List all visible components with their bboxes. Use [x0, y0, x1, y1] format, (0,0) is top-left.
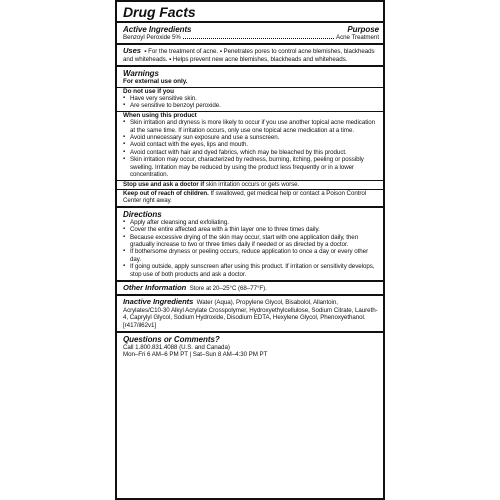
active-ingredients-section [117, 23, 383, 45]
uses-item-1: For the treatment of acne. [148, 48, 219, 56]
warnings-section [117, 67, 383, 208]
when-using-block [117, 112, 383, 181]
warnings-heading: Warnings [123, 69, 159, 79]
directions-list [123, 219, 379, 278]
list-item: ▪ Skin irritation and dryness is more likely to occur if you use another topical acne medication at the same time. If irritation occurs, only use one topical acne medication at a time. [123, 119, 379, 134]
keep-out-block [123, 190, 379, 205]
inactive-ingredients-section [117, 296, 383, 333]
uses-section [117, 45, 383, 67]
other-information-section [117, 282, 383, 296]
questions-section [117, 333, 383, 361]
list-item: ▪ Have very sensitive skin. [123, 95, 379, 102]
drug-facts-title: Drug Facts [117, 2, 383, 23]
uses-heading: Uses [123, 46, 141, 56]
hours-line: Mon–Fri 6 AM–6 PM PT | Sat–Sun 8 AM–4:30 PM PT [123, 351, 268, 359]
list-item: ▪ If bothersome dryness or peeling occurs, reduce application to once a day or every other day. [123, 248, 379, 263]
stop-use-heading: Stop use and ask a doctor if [123, 180, 205, 188]
inactive-ingredients-text: Water (Aqua), Propylene Glycol, Bisabolol, Allantoin, Acrylates/C10-30 Alkyl Acrylate Crosspolymer, Hydroxyethylcellulose, Sodium Citrate, Laureth-4, Caprylyl Glycol, Sodium Hydroxide, Disodium EDTA, Hexylene Glycol, Phenoxyethanol. [r417/il62v1] [123, 299, 378, 329]
other-information-heading: Other Information [123, 282, 187, 292]
do-not-use-list [123, 95, 379, 110]
uses-item-2: Penetrates pores to control acne blemishes, blackheads and whiteheads. [123, 48, 375, 63]
list-item: ▪ If going outside, apply sunscreen after using this product. If irritation or sensitivity develops, stop use of both products and ask a doctor. [123, 263, 379, 278]
leader-dots [183, 38, 334, 39]
active-header-row [123, 25, 379, 34]
stop-use-block [117, 181, 383, 190]
list-item: ▪ Cover the entire affected area with a thin layer one to three times daily. [123, 226, 379, 233]
inactive-ingredients-heading: Inactive Ingredients [123, 297, 194, 307]
questions-heading: Questions or Comments? [123, 335, 220, 344]
active-ingredient-name: Benzoyl Peroxide 5% [123, 34, 181, 41]
phone-line: Call 1.800.831.4088 (U.S. and Canada) [123, 344, 230, 351]
list-item: ▪ Skin irritation may occur, characterized by redness, burning, itching, peeling or possibly swelling. Irritation may be reduced by using the product less frequently or in a lower concentration. [123, 156, 379, 178]
do-not-use-block [117, 88, 383, 112]
list-item: ▪ Avoid contact with the eyes, lips and mouth. [123, 141, 379, 148]
directions-heading: Directions [123, 209, 162, 219]
stop-use-text: skin irritation occurs or gets worse. [204, 180, 300, 188]
list-item: ▪ Apply after cleansing and exfoliating. [123, 219, 379, 226]
when-using-list [123, 119, 379, 178]
uses-item-3: Helps prevent new acne blemishes, blackheads and whiteheads. [172, 55, 348, 63]
list-item: ▪ Avoid contact with hair and dyed fabrics, which may be bleached by this product. [123, 149, 379, 156]
other-information-text: Store at 20–25°C (68–77°F). [189, 284, 267, 292]
active-ingredient-purpose: Acne Treatment [336, 34, 379, 41]
list-item: ▪ Avoid unnecessary sun exposure and use a sunscreen. [123, 134, 379, 141]
purpose-heading: Purpose [347, 25, 379, 34]
list-item: ▪ Because excessive drying of the skin may occur, start with one application daily, then gradually increase to two or three times daily if needed or as directed by a doctor. [123, 234, 379, 249]
list-item: ▪ Are sensitive to benzoyl peroxide. [123, 102, 379, 109]
directions-section [117, 208, 383, 282]
when-using-heading: When using this product [123, 111, 197, 119]
uses-text: ▪ For the treatment of acne. ▪ Penetrates pores to control acne blemishes, blackheads and whiteheads. ▪ Helps prevent new acne blemishes, blackheads and whiteheads. [123, 48, 375, 63]
keep-out-text: If swallowed, get medical help or contact a Poison Control Center right away. [123, 189, 367, 205]
external-use-note: For external use only. [117, 78, 383, 87]
do-not-use-heading: Do not use if you [123, 87, 174, 95]
drug-facts-label [115, 0, 385, 500]
keep-out-heading: Keep out of reach of children. [123, 189, 209, 197]
active-ingredients-heading: Active Ingredients [123, 25, 192, 34]
active-ingredient-row [123, 34, 379, 41]
